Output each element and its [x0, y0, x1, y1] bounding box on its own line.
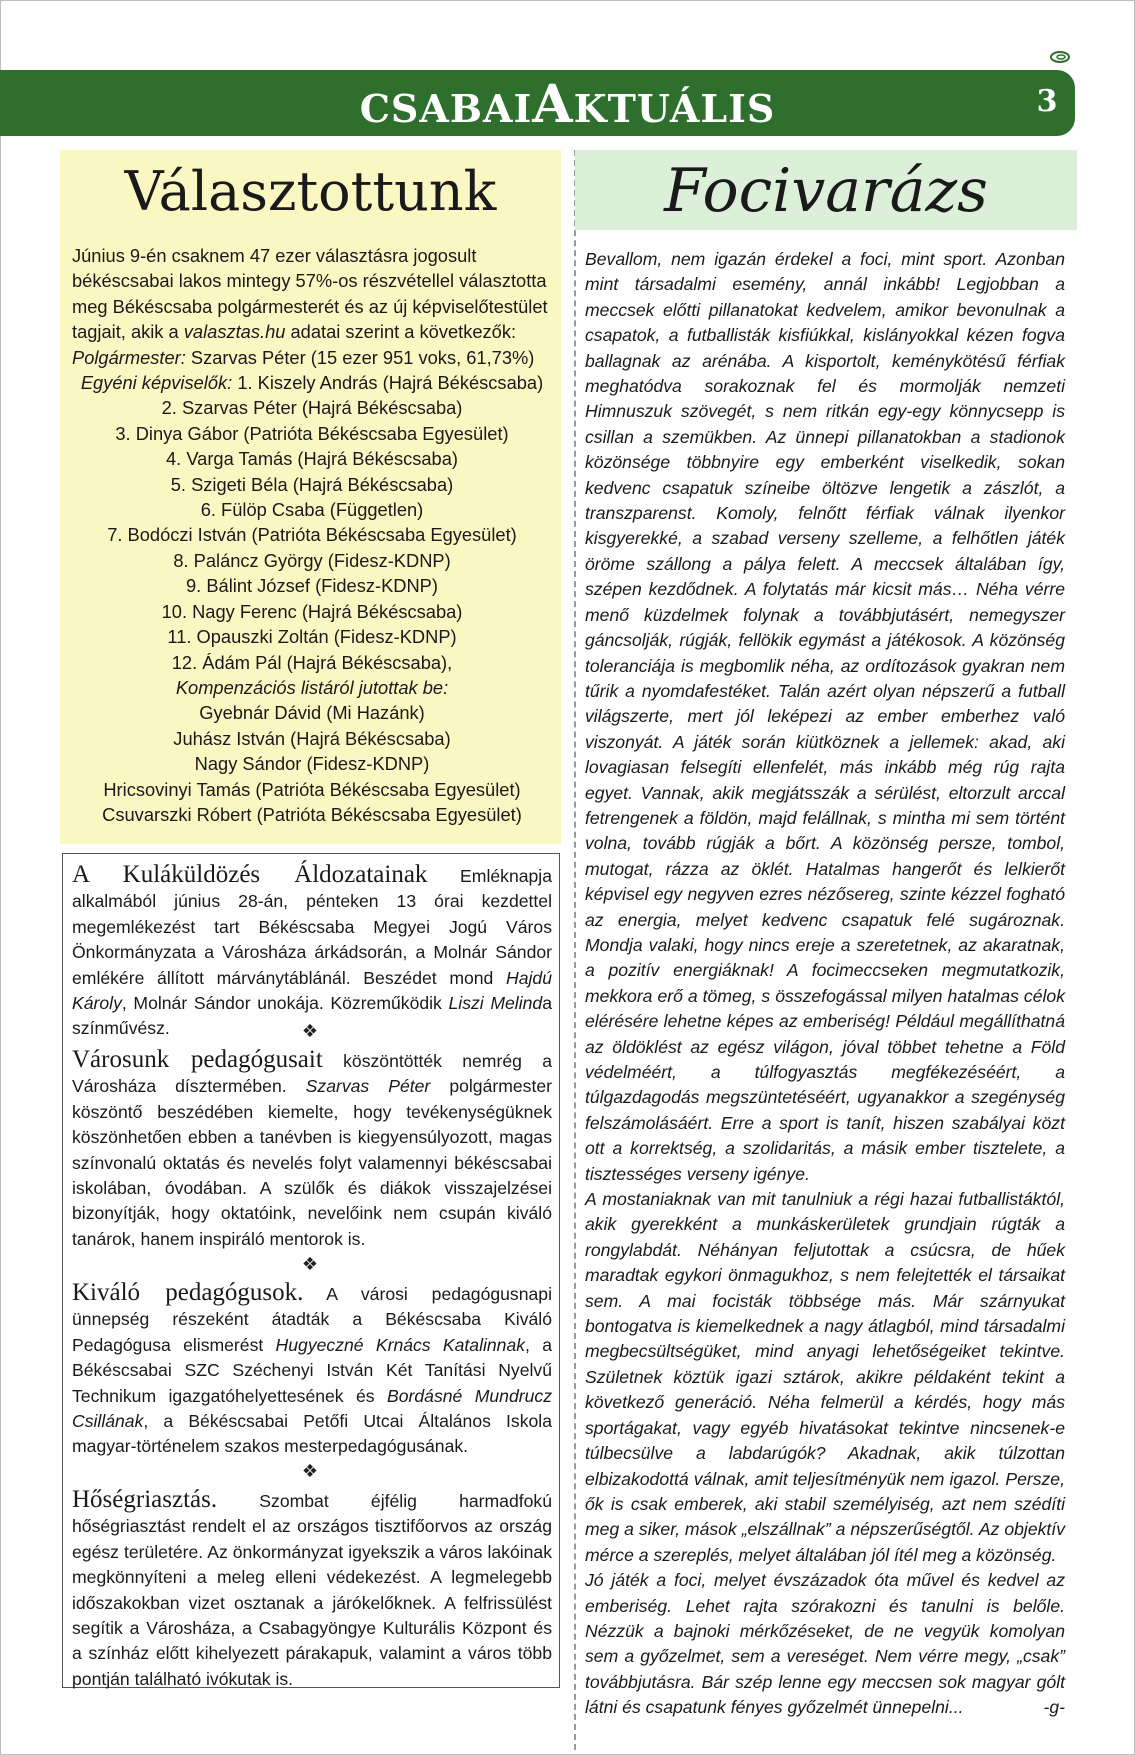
- representative-item: 9. Bálint József (Fidesz-KDNP): [186, 575, 438, 597]
- article-paragraph: Bevallom, nem igazán érdekel a foci, mint sport. Azonban mint társadalmi esemény, annál inkább! Legjobban a meccsek előtti pillanatokat kedvelem, amikor bevonulnak a csapatok, a futballisták kisfiúkkal, kislányokkal kézen fogva ballagnak az arénába. A kisportolt, keménykötésű férfiak meghatódva sorakoznak fel és mormolják nemzeti Himnuszuk szövegét, s nem ritkán egy-egy könnycsepp is csillan a szemükben. Az ünnepi pillanatokban a stadionok közönsége többnyire egy emberként viselkedik, sokan kedvenc csapatuk színeibe öltözve lengetik a zászlót, a transzparenst. Komoly, felnőtt férfiak válnak ilyenkor kisgyerekké, a szabad verseny szelleme, a felhőtlen játék öröme szállong a pálya felett. A meccsek általában így, szépen kezdődnek. A folytatás már kicsit más… Néha vérre menő küzdelmek folynak a továbbjutásért, nemegyszer gáncsolják, rúgják, fellökik egymást a játékosok. A közönség toleranciája is megbomlik néha, az ordítozások gyakran nem tűrik a nyomdafestéket. Talán azért olyan népszerű a futball világszerte, mert jól leképezi az ember emberhez való viszonyát. A játék során kiütköznek a jellemek: akad, aki lovagiasan felsegíti ellenfelét, más inkább még rúg rajta egyet. Vannak, akik megjátsszák a sérülést, eltorzult arccal fetrengenek a földön, majd felállnak, s mintha mi sem történt volna, tovább rúgják a bőrt. A közönség persze, tombol, mutogat, rázza az öklét. Hatalmas hangerőt és lelkierőt képvisel egy negyven ezres nézősereg, szinte kézzel fogható az energia, melyet kedvenc csapatuk felé sugároznak. Mondja valaki, hogy nincs ereje a szeretetnek, az akaratnak, a pozitív energiáknak! A focimeccseken megmutatkozik, mekkora erő a tömeg, s összefogással milyen hatalmas célok elérésére lehetne képes az emberiség! Például megállíthatná az öldöklést az egész világon, jóval többet tehetne a Föld védelméért, a túlfogyasztás megfékezéséért, a túlgazdagodás megszüntetéséért, ugyanakkor a szegénység felszámolásáért. Erre a sport is tanít, hiszen szabályai közt ott a korrektség, a szolidaritás, a másik ember tisztelete, a tisztességes verseny igénye.: [585, 249, 1065, 1184]
- news-item-teachers: Városunk pedagógusait köszöntötték nemrég a Városháza dísztermében. Szarvas Péter polgármester köszöntő beszédében kiemelte, hogy tevékenységüknek köszönhetően ebben a tanévben is kiegyensúlyozott, magas színvonalú oktatás és nevelés folyt valamennyi békéscsabai iskolában, óvodában. A szülők és diákok visszajelzései bizonyítják, hogy oktatóink, nevelőink nem csupán kiváló tanárok, hanem inspiráló mentorok is.: [72, 1046, 552, 1249]
- representative-item: 12. Ádám Pál (Hajrá Békéscsaba),: [171, 651, 453, 673]
- election-body: [72, 243, 552, 827]
- representative-item: 2. Szarvas Péter (Hajrá Békéscsaba): [161, 397, 463, 419]
- separator-icon: ❖: [301, 1021, 319, 1042]
- compensation-item: Csuvarszki Róbert (Patrióta Békéscsaba Egyesület): [102, 803, 522, 825]
- title-part-2: KTUÁLIS: [573, 86, 776, 131]
- representative-item: 11. Opauszki Zoltán (Fidesz-KDNP): [167, 626, 457, 648]
- newspaper-title: [0, 74, 1135, 135]
- mayor-line: Polgármester: Szarvas Péter (15 ezer 951 voks, 61,73%): [72, 346, 535, 368]
- representative-item: 10. Nagy Ferenc (Hajrá Békéscsaba): [161, 600, 463, 622]
- separator-icon: ❖: [301, 1461, 319, 1482]
- representative-item: 6. Fülöp Csaba (Független): [200, 499, 424, 521]
- page-number: 3: [1036, 84, 1058, 119]
- election-intro: Június 9-én csaknem 47 ezer választásra jogosult békéscsabai lakos mintegy 57%-os részvétellel választotta meg Békéscsaba polgármesterét és az új képviselőtestület tagjait, akik a valasztas.hu adatai szerint a következők:: [72, 245, 548, 343]
- compensation-item: Hricsovinyi Tamás (Patrióta Békéscsaba Egyesület): [103, 778, 521, 800]
- election-title: Választottunk: [124, 160, 497, 223]
- football-title: Focivarázs: [664, 156, 988, 226]
- compensation-label: Kompenzációs listáról jutottak be:: [175, 676, 449, 698]
- compensation-item: Juhász István (Hajrá Békéscsaba): [173, 727, 451, 749]
- title-part-1: CSABAI: [359, 86, 533, 131]
- separator-icon: ❖: [301, 1254, 319, 1275]
- football-article: [585, 247, 1065, 1721]
- individual-line: Egyéni képviselők: 1. Kiszely András (Hajrá Békéscsaba): [80, 372, 544, 394]
- news-item-heat-alert: Hőségriasztás. Szombat éjfélig harmadfokú hőségriasztást rendelt el az országos tisztifőorvos az ország egész területére. Az önkormányzat igyekszik a város lakóinak megkönnyíteni a meleg elleni védekezést. A legmelegebb időszakokban vizet osztanak a járókelőknek. A felfrissülést segítik a Városháza, a Csabagyöngye Kulturális Központ és a színház előtt kihelyezett párakapuk, valamint a város több pontján található ivókutak is.: [72, 1486, 552, 1689]
- representative-item: 8. Paláncz György (Fidesz-KDNP): [173, 549, 451, 571]
- signature: -g-: [1043, 1697, 1065, 1718]
- representative-item: 4. Varga Tamás (Hajrá Békéscsaba): [166, 448, 458, 470]
- title-big-letter: A: [532, 74, 574, 135]
- representative-item: 7. Bodóczi István (Patrióta Békéscsaba Egyesület): [107, 524, 517, 546]
- news-item-excellent-teachers: Kiváló pedagógusok. A városi pedagógusnapi ünnepség részeként átadták a Békéscsaba Kiváló Pedagógusa elismerést Hugyeczné Krnács Katalinnak, a Békéscsabai SZC Széchenyi István Két Tanítási Nyelvű Technikum igazgatóhelyettesének és Bordásné Mundrucz Csillának, a Békéscsabai Petőfi Utcai Általános Iskola magyar-történelem szakos mesterpedagógusának.: [72, 1279, 552, 1457]
- article-paragraph: A mostaniaknak van mit tanulniuk a régi hazai futballistáktól, akik gyerekként a munkáskerületek grundjain rúgták a rongylabdát. Néhányan feljutottak a csúcsra, de hűek maradtak egykori önmagukhoz, s nem felejtették el társaikat sem. A mai focisták többsége más. Már szárnyukat bontogatva is kiemelkednek a nagy átlagból, mind társadalmi megbecsültségüket, mind anyagi lehetőségeiket tekintve. Születnek köztük igazi sztárok, akikre példaként tekint a következő generáció. Néha felmerül a kérdés, hogy más sportágakat, vagy egyéb hivatásokat tekintve nincsenek-e túlbecsülve a labdarúgók? Akadnak, akik túlzottan elbizakodottá válnak, amit teljesítményük nem igazol. Persze, ők is csak emberek, aki stabil személyiség, azt nem szédíti meg a siker, mások „elszállnak” a népszerűségtől. Az objektív mérce a szereplés, melyet általában jól ítél meg a közönség.: [585, 1189, 1065, 1565]
- article-paragraph: Jó játék a foci, melyet évszázadok óta művel és kedvel az emberiség. Lehet rajta szórakozni és tanulni is belőle. Nézzük a bajnoki mérkőzéseket, de ne vegyük komolyan sem a győzelmet, sem a vereséget. Nem vérre megy, „csak” továbbjutásra. Bár szép lenne egy meccsen sok magyar gólt látni és csapatunk fényes győzelmét ünnepelni... -g-: [585, 1568, 1065, 1720]
- column-divider: [574, 150, 576, 1750]
- swirl-icon: [1049, 50, 1071, 64]
- representative-item: 3. Dinya Gábor (Patrióta Békéscsaba Egyesület): [115, 422, 509, 444]
- representative-item: 5. Szigeti Béla (Hajrá Békéscsaba): [170, 473, 454, 495]
- compensation-item: Gyebnár Dávid (Mi Hazánk): [199, 702, 425, 724]
- compensation-item: Nagy Sándor (Fidesz-KDNP): [194, 753, 430, 775]
- news-item-memorial: A Kuláküldözés Áldozatainak Emléknapja alkalmából június 28-án, pénteken 13 órai kezdettel megemlékezést tart Békéscsaba Megyei Jogú Város Önkormányzata a Városháza árkádsorán, a Molnár Sándor emlékére állított márványtáblánál. Beszédet mond Hajdú Károly, Molnár Sándor unokája. Közreműködik Liszi Melinda színművész.: [72, 861, 552, 1039]
